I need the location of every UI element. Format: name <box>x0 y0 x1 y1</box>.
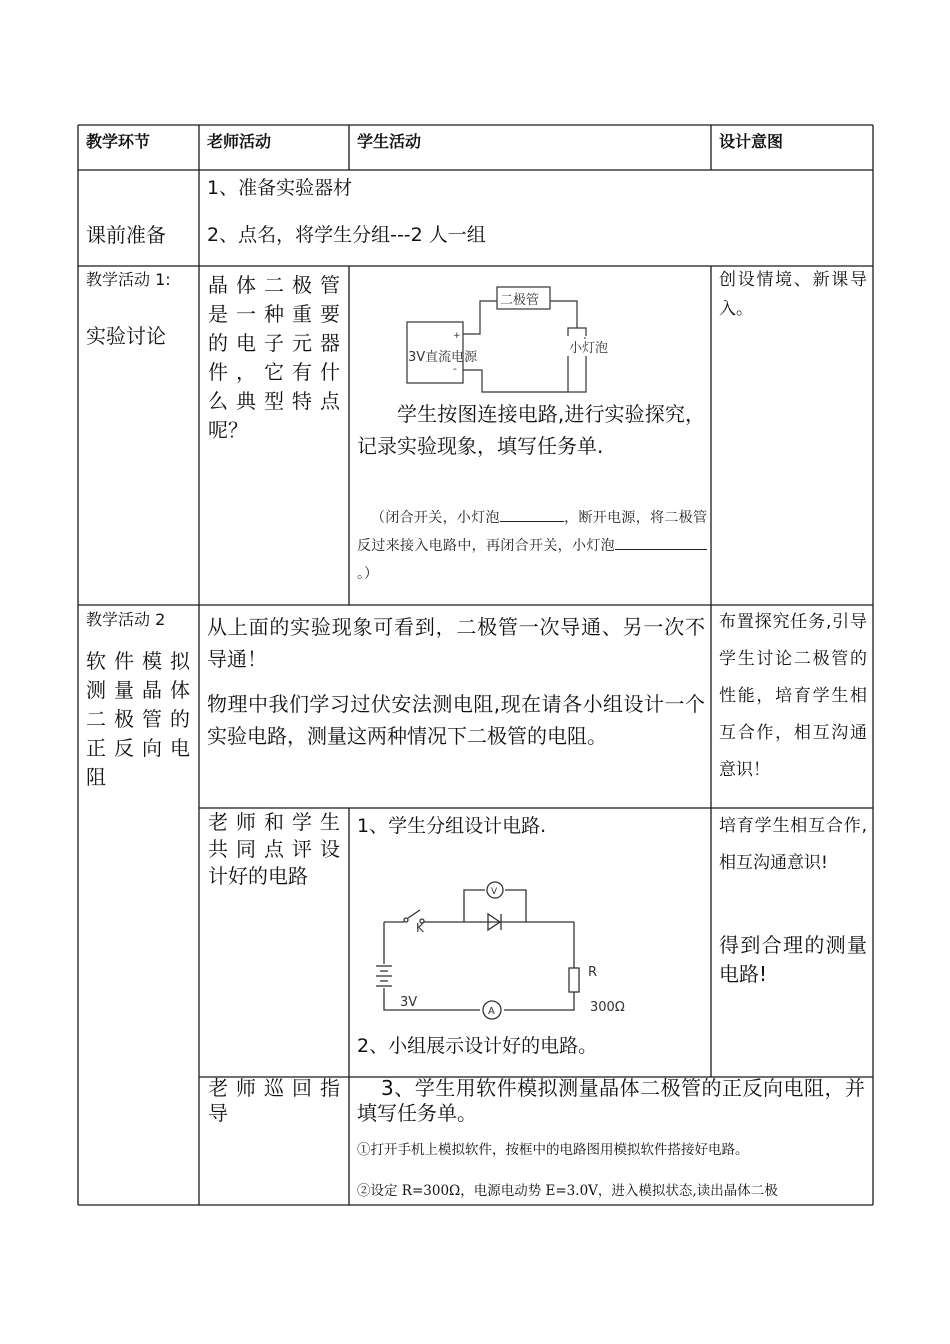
switch-contact <box>404 918 408 922</box>
sub1-teacher-line: 老师和学生 <box>208 810 340 834</box>
blank-line-1[interactable] <box>500 507 564 522</box>
plus-terminal-label: + <box>453 331 461 341</box>
prep-line-2: 2、点名，将学生分组---2 人一组 <box>207 224 486 246</box>
header-student: 学生活动 <box>357 132 422 151</box>
act2-label-line: 正反向电 <box>86 736 190 760</box>
blank-line-2[interactable] <box>615 535 707 550</box>
act1-teacher-line: 呢？ <box>208 418 248 442</box>
act1-intent: 创设情境、新课导入。 <box>719 270 867 319</box>
sub2-teacher-line: 老师巡回指 <box>208 1076 340 1100</box>
minus-terminal-label: - <box>453 362 457 375</box>
ammeter-label: A <box>488 1006 495 1017</box>
act2-label-line: 测量晶体 <box>86 678 190 702</box>
power-source-label: 3V直流电源 <box>408 350 478 365</box>
prep-line-1: 1、准备实验器材 <box>207 177 353 199</box>
header-teacher: 老师活动 <box>207 132 272 151</box>
act2-para-2: 物理中我们学习过伏安法测电阻,现在请各小组设计一个实验电路，测量这两种情况下二极管的电阻。 <box>207 692 705 748</box>
act2-label-line: 软件模拟 <box>86 649 190 673</box>
sub2-step-3: 3、学生用软件模拟测量晶体二极管的正反向电阻，并填写任务单。 <box>357 1076 865 1125</box>
act1-task-note <box>357 504 707 588</box>
switch-blade <box>408 910 420 918</box>
resistor-rect <box>569 968 579 992</box>
resistance-value: 300Ω <box>590 1000 625 1015</box>
prep-label: 课前准备 <box>86 223 166 247</box>
act1-student-text: 学生按图连接电路,进行实验探究，记录实验现象，填写任务单. <box>357 402 705 458</box>
sub1-teacher-line: 共同点评设 <box>208 837 340 861</box>
act2-label-block <box>86 647 190 792</box>
voltmeter-label: V <box>491 887 498 897</box>
sub2-item-1: ①打开手机上模拟软件，按框中的电路图用模拟软件搭接好电路。 <box>357 1142 749 1158</box>
sub2-item-2: ②设定 R=300Ω，电源电动势 E=3.0V，进入模拟状态,读出晶体二极 <box>357 1183 778 1199</box>
lamp-label: 小灯泡 <box>569 341 609 356</box>
sub1-intent-a: 培育学生相互合作,相互沟通意识! <box>719 816 867 873</box>
battery-label: 3V <box>400 995 418 1010</box>
act2-label-a: 教学活动 2 <box>86 610 166 629</box>
sub1-intent-b: 得到合理的测量电路! <box>719 933 867 986</box>
act1-teacher-line: 件，它有什 <box>208 360 340 384</box>
act1-teacher-line: 么典型特点 <box>208 389 340 413</box>
note-part-2: ，断开电源，将二极管反过来接入电路中，再闭合开关，小灯泡 <box>357 510 708 554</box>
header-section: 教学环节 <box>86 132 151 151</box>
act1-teacher-line: 是一种重要 <box>208 302 340 326</box>
diode-label: 二极管 <box>500 293 540 308</box>
sub1-step-2: 2、小组展示设计好的电路。 <box>357 1035 598 1057</box>
act2-intent-1: 布置探究任务,引导学生讨论二极管的性能，培育学生相互合作，相互沟通意识！ <box>719 612 867 780</box>
sub2-teacher-line: 导 <box>208 1101 228 1125</box>
sub1-teacher-block <box>208 809 340 890</box>
act1-teacher-line: 晶体二极管 <box>208 273 340 297</box>
act2-label-line: 阻 <box>86 765 106 789</box>
header-intent: 设计意图 <box>719 132 784 151</box>
note-part-1: （闭合开关，小灯泡 <box>371 510 500 526</box>
sub1-step-1: 1、学生分组设计电路. <box>357 815 547 837</box>
series-circuit-diagram <box>400 280 609 395</box>
sub1-teacher-line: 计好的电路 <box>208 864 308 888</box>
act1-label-b: 实验讨论 <box>86 324 166 348</box>
sub2-teacher-block <box>208 1076 340 1126</box>
act1-teacher-line: 的电子元器 <box>208 331 340 355</box>
act2-label-line: 二极管的 <box>86 707 190 731</box>
note-part-3: 。） <box>357 566 378 582</box>
resistor-label: R <box>588 965 598 980</box>
switch-label: K <box>416 921 424 935</box>
act2-para-1: 从上面的实验现象可看到，二极管一次导通、另一次不导通！ <box>207 615 705 671</box>
act1-label-a: 教学活动 1: <box>86 270 171 289</box>
act1-teacher-question <box>208 271 340 445</box>
measurement-circuit-diagram <box>370 880 640 1020</box>
